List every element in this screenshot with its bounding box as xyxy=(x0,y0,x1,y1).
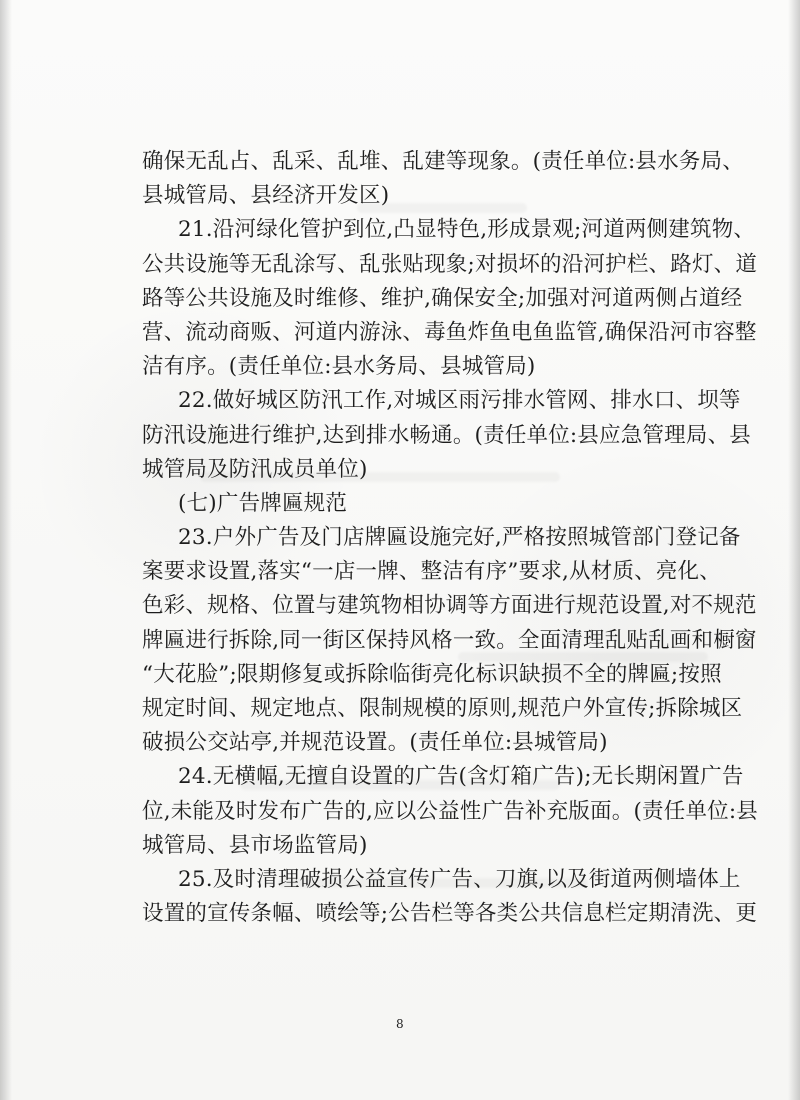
body-line: 确保无乱占、乱采、乱堆、乱建等现象。(责任单位:县水务局、 xyxy=(142,149,744,174)
right-page-shadow xyxy=(788,0,800,1100)
body-line: 县城管局、县经济开发区) xyxy=(142,183,390,209)
body-line: “大花脸”;限期修复或拆除临街亮化标识缺损不全的牌匾;按照 xyxy=(142,661,722,687)
paragraph-start-line: 25.及时清理破损公益宣传广告、刀旗,以及街道两侧墙体上 xyxy=(178,866,741,892)
body-line: 位,未能及时发布广告的,应以公益性广告补充版面。(责任单位:县 xyxy=(142,798,759,824)
body-line: 防汛设施进行维护,达到排水畅通。(责任单位:县应急管理局、县 xyxy=(142,422,751,448)
body-line: 营、流动商贩、河道内游泳、毒鱼炸鱼电鱼监管,确保沿河市容整 xyxy=(142,319,757,345)
body-line: 案要求设置,落实“一店一牌、整洁有序”要求,从材质、亮化、 xyxy=(142,559,721,585)
body-line: 色彩、规格、位置与建筑物相协调等方面进行规范设置,对不规范 xyxy=(142,593,757,619)
page-number: 8 xyxy=(396,1017,404,1031)
paragraph-start-line: 22.做好城区防汛工作,对城区雨污排水管网、排水口、坝等 xyxy=(178,388,741,414)
body-line: 洁有序。(责任单位:县水务局、县城管局) xyxy=(142,354,536,380)
paragraph-start-line: 24.无横幅,无擅自设置的广告(含灯箱广告);无长期闲置广告 xyxy=(178,764,744,790)
paragraph-start-line: 21.沿河绿化管护到位,凸显特色,形成景观;河道两侧建筑物、 xyxy=(178,217,756,243)
body-line: 牌匾进行拆除,同一街区保持风格一致。全面清理乱贴乱画和橱窗 xyxy=(142,627,757,653)
body-line: 公共设施等无乱涂写、乱张贴现象;对损坏的沿河护栏、路灯、道 xyxy=(142,251,758,277)
body-text xyxy=(142,145,759,931)
body-line: 规定时间、规定地点、限制规模的原则,规范户外宣传;拆除城区 xyxy=(142,696,743,721)
body-line: 城管局及防汛成员单位) xyxy=(142,456,368,482)
body-line: 路等公共设施及时维修、维护,确保安全;加强对河道两侧占道经 xyxy=(142,285,743,311)
left-page-shadow xyxy=(0,0,12,1100)
body-line: 破损公交站亭,并规范设置。(责任单位:县城管局) xyxy=(142,730,608,756)
body-line: 设置的宣传条幅、喷绘等;公告栏等各类公共信息栏定期清洗、更 xyxy=(142,901,758,927)
section-heading: (七)广告牌匾规范 xyxy=(178,490,348,516)
paragraph-start-line: 23.户外广告及门店牌匾设施完好,严格按照城管部门登记备 xyxy=(178,525,741,551)
body-line: 城管局、县市场监管局) xyxy=(142,832,368,858)
